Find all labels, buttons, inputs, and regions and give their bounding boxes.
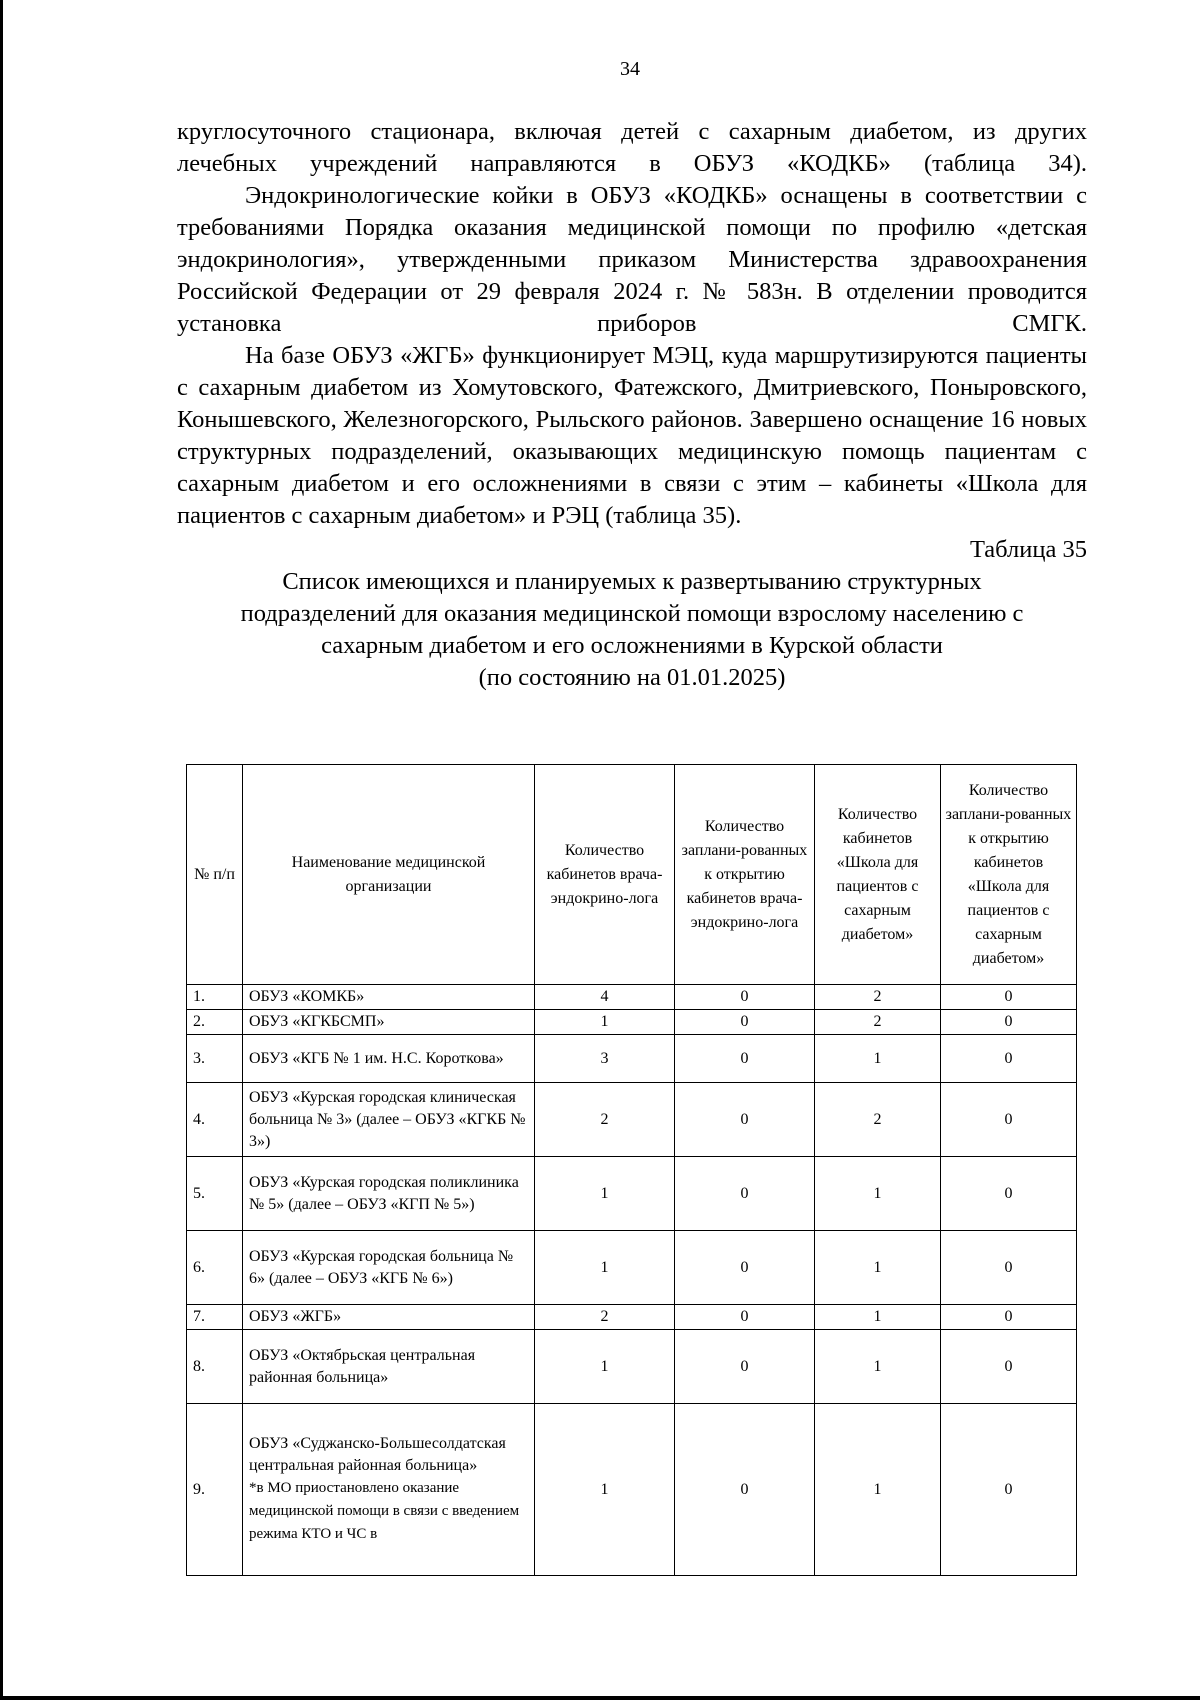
cell-value: 0 [941, 1157, 1077, 1231]
organization-name: ОБУЗ «Курская городская поликлиника № 5» (далее – ОБУЗ «КГП № 5») [243, 1157, 535, 1231]
table-title-line: подразделений для оказания медицинской помощи взрослому населению с [240, 600, 1024, 627]
row-number: 3. [187, 1035, 243, 1083]
table-row [187, 1157, 1077, 1231]
organization-name: ОБУЗ «Курская городская больница № 6» (далее – ОБУЗ «КГБ № 6») [243, 1231, 535, 1305]
page-number: 34 [620, 58, 640, 80]
table-title [177, 566, 1087, 694]
column-header: Количество кабинетов врача-эндокрино-лога [535, 765, 675, 985]
cell-value: 1 [815, 1404, 941, 1576]
cell-value: 2 [815, 985, 941, 1010]
paragraph: На базе ОБУЗ «ЖГБ» функционирует МЭЦ, куда маршрутизируются пациенты с сахарным диабетом из Хомутовского, Фатежского, Дмитриевского, Поныровского, Конышевского, Железногорского, Рыльского районов. Завершено оснащение 16 новых структурных подразделений, оказывающих медицинскую помощь пациентам с сахарным диабетом и его осложнениями в связи с этим – кабинеты «Школа для пациентов с сахарным диабетом» и РЭЦ (таблица 35). [177, 342, 1087, 529]
cell-value: 1 [535, 1231, 675, 1305]
organization-name: ОБУЗ «Октябрьская центральная районная больница» [243, 1330, 535, 1404]
table-row [187, 1305, 1077, 1330]
organization-name: ОБУЗ «КОМКБ» [243, 985, 535, 1010]
cell-value: 1 [815, 1330, 941, 1404]
table-row [187, 985, 1077, 1010]
cell-value: 1 [815, 1305, 941, 1330]
table-row [187, 1010, 1077, 1035]
cell-value: 0 [941, 985, 1077, 1010]
cell-value: 4 [535, 985, 675, 1010]
table-title-line: Список имеющихся и планируемых к развертыванию структурных [282, 568, 982, 595]
cell-value: 1 [535, 1330, 675, 1404]
organization-name: ОБУЗ «Курская городская клиническая больница № 3» (далее – ОБУЗ «КГКБ № 3») [243, 1083, 535, 1157]
row-number: 6. [187, 1231, 243, 1305]
organization-name: ОБУЗ «ЖГБ» [243, 1305, 535, 1330]
column-header: Количество заплани-рованных к открытию кабинетов врача-эндокрино-лога [675, 765, 815, 985]
column-header: Количество кабинетов «Школа для пациентов с сахарным диабетом» [815, 765, 941, 985]
cell-value: 1 [535, 1404, 675, 1576]
table-title-line: сахарным диабетом и его осложнениями в Курской области [321, 632, 943, 659]
cell-value: 0 [941, 1330, 1077, 1404]
cell-value: 1 [815, 1231, 941, 1305]
data-table [186, 764, 1077, 1576]
page-left-edge [0, 0, 3, 1700]
cell-value: 0 [675, 1305, 815, 1330]
table-row [187, 1035, 1077, 1083]
cell-value: 0 [675, 1157, 815, 1231]
column-header: Наименование медицинской организации [243, 765, 535, 985]
table-row [187, 1083, 1077, 1157]
column-header: № п/п [187, 765, 243, 985]
cell-value: 0 [675, 1035, 815, 1083]
page-bottom-edge [0, 1696, 1200, 1700]
cell-value: 2 [815, 1010, 941, 1035]
cell-value: 0 [941, 1010, 1077, 1035]
organization-name: ОБУЗ «КГКБСМП» [243, 1010, 535, 1035]
cell-value: 0 [675, 1231, 815, 1305]
cell-value: 0 [675, 1010, 815, 1035]
cell-value: 2 [535, 1083, 675, 1157]
column-header: Количество заплани-рованных к открытию кабинетов «Школа для пациентов с сахарным диабетом» [941, 765, 1077, 985]
document-body [177, 116, 1087, 694]
row-number: 5. [187, 1157, 243, 1231]
row-number: 4. [187, 1083, 243, 1157]
table-title-line: (по состоянию на 01.01.2025) [478, 664, 786, 691]
cell-value: 0 [941, 1083, 1077, 1157]
cell-value: 1 [535, 1010, 675, 1035]
paragraph: круглосуточного стационара, включая детей с сахарным диабетом, из других лечебных учреждений направляются в ОБУЗ «КОДКБ» (таблица 34). [177, 118, 1087, 177]
table-label: Таблица 35 [969, 536, 1087, 563]
table-header-row [187, 765, 1077, 985]
cell-value: 0 [941, 1404, 1077, 1576]
table-row [187, 1404, 1077, 1576]
cell-value: 0 [675, 1083, 815, 1157]
row-number: 9. [187, 1404, 243, 1576]
row-number: 2. [187, 1010, 243, 1035]
organization-cell [243, 1404, 535, 1576]
cell-value: 1 [535, 1157, 675, 1231]
organization-name: ОБУЗ «КГБ № 1 им. Н.С. Короткова» [243, 1035, 535, 1083]
row-number: 1. [187, 985, 243, 1010]
cell-value: 2 [535, 1305, 675, 1330]
cell-value: 0 [941, 1305, 1077, 1330]
footnote: *в МО приостановлено оказание медицинской помощи в связи с введением режима КТО и ЧС в [249, 1480, 520, 1542]
cell-value: 2 [815, 1083, 941, 1157]
cell-value: 3 [535, 1035, 675, 1083]
cell-value: 1 [815, 1035, 941, 1083]
table-row [187, 1231, 1077, 1305]
cell-value: 1 [815, 1157, 941, 1231]
paragraph: Эндокринологические койки в ОБУЗ «КОДКБ» оснащены в соответствии с требованиями Порядка оказания медицинской помощи по профилю «детская эндокринология», утвержденными приказом Министерства здравоохранения Российской Федерации от 29 февраля 2024 г. № 583н. В отделении проводится установка приборов СМГК. [177, 182, 1087, 337]
row-number: 7. [187, 1305, 243, 1330]
cell-value: 0 [675, 985, 815, 1010]
cell-value: 0 [675, 1330, 815, 1404]
cell-value: 0 [941, 1231, 1077, 1305]
row-number: 8. [187, 1330, 243, 1404]
cell-value: 0 [941, 1035, 1077, 1083]
table-row [187, 1330, 1077, 1404]
organization-name: ОБУЗ «Суджанско-Большесолдатская центральная районная больница» [249, 1435, 506, 1474]
cell-value: 0 [675, 1404, 815, 1576]
